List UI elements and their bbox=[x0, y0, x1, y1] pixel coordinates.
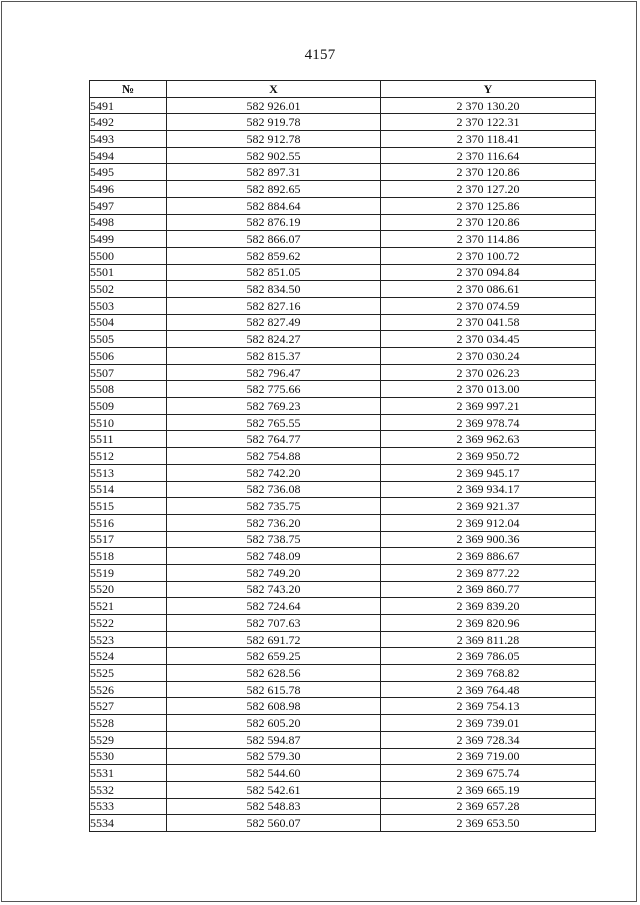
y-coordinate-cell: 2 369 912.04 bbox=[381, 514, 596, 531]
x-coordinate-cell: 582 736.08 bbox=[167, 481, 381, 498]
point-number-cell: 5491 bbox=[90, 97, 167, 114]
x-coordinate-cell: 582 769.23 bbox=[167, 398, 381, 415]
table-row bbox=[90, 348, 596, 365]
point-number-cell: 5501 bbox=[90, 264, 167, 281]
y-coordinate-cell: 2 370 041.58 bbox=[381, 314, 596, 331]
table-header-row bbox=[90, 81, 596, 98]
point-number-cell: 5514 bbox=[90, 481, 167, 498]
table-row bbox=[90, 731, 596, 748]
x-coordinate-cell: 582 738.75 bbox=[167, 531, 381, 548]
page-number: 4157 bbox=[304, 47, 336, 63]
point-number-cell: 5516 bbox=[90, 514, 167, 531]
x-coordinate-cell: 582 824.27 bbox=[167, 331, 381, 348]
point-number-cell: 5513 bbox=[90, 464, 167, 481]
point-number-cell: 5517 bbox=[90, 531, 167, 548]
point-number-cell: 5500 bbox=[90, 247, 167, 264]
y-coordinate-cell: 2 369 811.28 bbox=[381, 631, 596, 648]
table-row bbox=[90, 548, 596, 565]
y-coordinate-cell: 2 369 739.01 bbox=[381, 715, 596, 732]
y-coordinate-cell: 2 369 665.19 bbox=[381, 781, 596, 798]
y-coordinate-cell: 2 370 114.86 bbox=[381, 231, 596, 248]
x-coordinate-cell: 582 866.07 bbox=[167, 231, 381, 248]
y-coordinate-cell: 2 369 962.63 bbox=[381, 431, 596, 448]
point-number-cell: 5528 bbox=[90, 715, 167, 732]
table-row bbox=[90, 381, 596, 398]
y-coordinate-cell: 2 369 754.13 bbox=[381, 698, 596, 715]
y-coordinate-cell: 2 370 122.31 bbox=[381, 114, 596, 131]
point-number-cell: 5522 bbox=[90, 615, 167, 632]
table-row bbox=[90, 314, 596, 331]
point-number-cell: 5495 bbox=[90, 164, 167, 181]
table-row bbox=[90, 431, 596, 448]
table-row bbox=[90, 414, 596, 431]
table-row bbox=[90, 464, 596, 481]
y-coordinate-cell: 2 370 100.72 bbox=[381, 247, 596, 264]
point-number-cell: 5532 bbox=[90, 781, 167, 798]
table-row bbox=[90, 398, 596, 415]
point-number-cell: 5506 bbox=[90, 348, 167, 365]
x-coordinate-cell: 582 851.05 bbox=[167, 264, 381, 281]
y-coordinate-cell: 2 369 728.34 bbox=[381, 731, 596, 748]
y-coordinate-cell: 2 369 978.74 bbox=[381, 414, 596, 431]
table-row bbox=[90, 648, 596, 665]
point-number-cell: 5527 bbox=[90, 698, 167, 715]
point-number-cell: 5503 bbox=[90, 297, 167, 314]
point-number-cell: 5508 bbox=[90, 381, 167, 398]
x-coordinate-cell: 582 735.75 bbox=[167, 498, 381, 515]
header-y: Y bbox=[381, 81, 596, 98]
point-number-cell: 5534 bbox=[90, 815, 167, 832]
table-row bbox=[90, 181, 596, 198]
x-coordinate-cell: 582 876.19 bbox=[167, 214, 381, 231]
x-coordinate-cell: 582 764.77 bbox=[167, 431, 381, 448]
point-number-cell: 5510 bbox=[90, 414, 167, 431]
x-coordinate-cell: 582 748.09 bbox=[167, 548, 381, 565]
table-row bbox=[90, 665, 596, 682]
x-coordinate-cell: 582 919.78 bbox=[167, 114, 381, 131]
table-row bbox=[90, 264, 596, 281]
y-coordinate-cell: 2 369 764.48 bbox=[381, 681, 596, 698]
x-coordinate-cell: 582 754.88 bbox=[167, 448, 381, 465]
y-coordinate-cell: 2 369 675.74 bbox=[381, 765, 596, 782]
y-coordinate-cell: 2 370 013.00 bbox=[381, 381, 596, 398]
x-coordinate-cell: 582 608.98 bbox=[167, 698, 381, 715]
point-number-cell: 5493 bbox=[90, 131, 167, 148]
y-coordinate-cell: 2 369 653.50 bbox=[381, 815, 596, 832]
table-row bbox=[90, 147, 596, 164]
x-coordinate-cell: 582 605.20 bbox=[167, 715, 381, 732]
table-row bbox=[90, 598, 596, 615]
x-coordinate-cell: 582 743.20 bbox=[167, 581, 381, 598]
table-row bbox=[90, 214, 596, 231]
y-coordinate-cell: 2 370 034.45 bbox=[381, 331, 596, 348]
table-row bbox=[90, 765, 596, 782]
y-coordinate-cell: 2 369 934.17 bbox=[381, 481, 596, 498]
x-coordinate-cell: 582 884.64 bbox=[167, 197, 381, 214]
x-coordinate-cell: 582 834.50 bbox=[167, 281, 381, 298]
y-coordinate-cell: 2 370 074.59 bbox=[381, 297, 596, 314]
table-row bbox=[90, 514, 596, 531]
x-coordinate-cell: 582 897.31 bbox=[167, 164, 381, 181]
y-coordinate-cell: 2 369 997.21 bbox=[381, 398, 596, 415]
point-number-cell: 5507 bbox=[90, 364, 167, 381]
table-row bbox=[90, 781, 596, 798]
y-coordinate-cell: 2 370 120.86 bbox=[381, 214, 596, 231]
x-coordinate-cell: 582 724.64 bbox=[167, 598, 381, 615]
x-coordinate-cell: 582 742.20 bbox=[167, 464, 381, 481]
point-number-cell: 5518 bbox=[90, 548, 167, 565]
table-row bbox=[90, 231, 596, 248]
x-coordinate-cell: 582 815.37 bbox=[167, 348, 381, 365]
table-row bbox=[90, 815, 596, 832]
x-coordinate-cell: 582 892.65 bbox=[167, 181, 381, 198]
x-coordinate-cell: 582 926.01 bbox=[167, 97, 381, 114]
point-number-cell: 5531 bbox=[90, 765, 167, 782]
x-coordinate-cell: 582 628.56 bbox=[167, 665, 381, 682]
table-row bbox=[90, 331, 596, 348]
table-row bbox=[90, 615, 596, 632]
x-coordinate-cell: 582 659.25 bbox=[167, 648, 381, 665]
y-coordinate-cell: 2 369 820.96 bbox=[381, 615, 596, 632]
point-number-cell: 5502 bbox=[90, 281, 167, 298]
y-coordinate-cell: 2 369 657.28 bbox=[381, 798, 596, 815]
y-coordinate-cell: 2 370 026.23 bbox=[381, 364, 596, 381]
x-coordinate-cell: 582 594.87 bbox=[167, 731, 381, 748]
y-coordinate-cell: 2 370 127.20 bbox=[381, 181, 596, 198]
x-coordinate-cell: 582 691.72 bbox=[167, 631, 381, 648]
table-row bbox=[90, 197, 596, 214]
point-number-cell: 5533 bbox=[90, 798, 167, 815]
x-coordinate-cell: 582 827.16 bbox=[167, 297, 381, 314]
point-number-cell: 5505 bbox=[90, 331, 167, 348]
y-coordinate-cell: 2 370 086.61 bbox=[381, 281, 596, 298]
point-number-cell: 5519 bbox=[90, 564, 167, 581]
table-row bbox=[90, 448, 596, 465]
x-coordinate-cell: 582 765.55 bbox=[167, 414, 381, 431]
x-coordinate-cell: 582 548.83 bbox=[167, 798, 381, 815]
point-number-cell: 5494 bbox=[90, 147, 167, 164]
x-coordinate-cell: 582 827.49 bbox=[167, 314, 381, 331]
table-row bbox=[90, 698, 596, 715]
point-number-cell: 5498 bbox=[90, 214, 167, 231]
y-coordinate-cell: 2 370 030.24 bbox=[381, 348, 596, 365]
x-coordinate-cell: 582 579.30 bbox=[167, 748, 381, 765]
point-number-cell: 5515 bbox=[90, 498, 167, 515]
point-number-cell: 5492 bbox=[90, 114, 167, 131]
x-coordinate-cell: 582 912.78 bbox=[167, 131, 381, 148]
point-number-cell: 5520 bbox=[90, 581, 167, 598]
y-coordinate-cell: 2 370 094.84 bbox=[381, 264, 596, 281]
point-number-cell: 5523 bbox=[90, 631, 167, 648]
point-number-cell: 5530 bbox=[90, 748, 167, 765]
coordinates-table bbox=[89, 80, 596, 832]
y-coordinate-cell: 2 370 130.20 bbox=[381, 97, 596, 114]
table-row bbox=[90, 531, 596, 548]
y-coordinate-cell: 2 370 116.64 bbox=[381, 147, 596, 164]
x-coordinate-cell: 582 796.47 bbox=[167, 364, 381, 381]
table-row bbox=[90, 715, 596, 732]
table-row bbox=[90, 581, 596, 598]
y-coordinate-cell: 2 369 839.20 bbox=[381, 598, 596, 615]
point-number-cell: 5497 bbox=[90, 197, 167, 214]
x-coordinate-cell: 582 707.63 bbox=[167, 615, 381, 632]
table-row bbox=[90, 631, 596, 648]
table-row bbox=[90, 281, 596, 298]
table-row bbox=[90, 498, 596, 515]
table-row bbox=[90, 564, 596, 581]
y-coordinate-cell: 2 370 118.41 bbox=[381, 131, 596, 148]
point-number-cell: 5529 bbox=[90, 731, 167, 748]
y-coordinate-cell: 2 369 945.17 bbox=[381, 464, 596, 481]
table-body bbox=[90, 97, 596, 831]
y-coordinate-cell: 2 369 786.05 bbox=[381, 648, 596, 665]
y-coordinate-cell: 2 369 719.00 bbox=[381, 748, 596, 765]
table-row bbox=[90, 97, 596, 114]
x-coordinate-cell: 582 749.20 bbox=[167, 564, 381, 581]
y-coordinate-cell: 2 369 886.67 bbox=[381, 548, 596, 565]
x-coordinate-cell: 582 859.62 bbox=[167, 247, 381, 264]
header-number: № bbox=[90, 81, 167, 98]
table-row bbox=[90, 297, 596, 314]
point-number-cell: 5524 bbox=[90, 648, 167, 665]
table-row bbox=[90, 681, 596, 698]
table-row bbox=[90, 748, 596, 765]
point-number-cell: 5526 bbox=[90, 681, 167, 698]
table-row bbox=[90, 247, 596, 264]
table-row bbox=[90, 164, 596, 181]
point-number-cell: 5512 bbox=[90, 448, 167, 465]
point-number-cell: 5521 bbox=[90, 598, 167, 615]
point-number-cell: 5499 bbox=[90, 231, 167, 248]
x-coordinate-cell: 582 542.61 bbox=[167, 781, 381, 798]
y-coordinate-cell: 2 369 900.36 bbox=[381, 531, 596, 548]
point-number-cell: 5509 bbox=[90, 398, 167, 415]
y-coordinate-cell: 2 370 120.86 bbox=[381, 164, 596, 181]
y-coordinate-cell: 2 370 125.86 bbox=[381, 197, 596, 214]
header-x: X bbox=[167, 81, 381, 98]
y-coordinate-cell: 2 369 768.82 bbox=[381, 665, 596, 682]
point-number-cell: 5511 bbox=[90, 431, 167, 448]
y-coordinate-cell: 2 369 860.77 bbox=[381, 581, 596, 598]
point-number-cell: 5496 bbox=[90, 181, 167, 198]
y-coordinate-cell: 2 369 877.22 bbox=[381, 564, 596, 581]
table-row bbox=[90, 114, 596, 131]
table-row bbox=[90, 131, 596, 148]
x-coordinate-cell: 582 544.60 bbox=[167, 765, 381, 782]
x-coordinate-cell: 582 736.20 bbox=[167, 514, 381, 531]
point-number-cell: 5504 bbox=[90, 314, 167, 331]
table-row bbox=[90, 481, 596, 498]
point-number-cell: 5525 bbox=[90, 665, 167, 682]
x-coordinate-cell: 582 775.66 bbox=[167, 381, 381, 398]
table-row bbox=[90, 364, 596, 381]
table-row bbox=[90, 798, 596, 815]
y-coordinate-cell: 2 369 950.72 bbox=[381, 448, 596, 465]
x-coordinate-cell: 582 902.55 bbox=[167, 147, 381, 164]
x-coordinate-cell: 582 560.07 bbox=[167, 815, 381, 832]
x-coordinate-cell: 582 615.78 bbox=[167, 681, 381, 698]
y-coordinate-cell: 2 369 921.37 bbox=[381, 498, 596, 515]
